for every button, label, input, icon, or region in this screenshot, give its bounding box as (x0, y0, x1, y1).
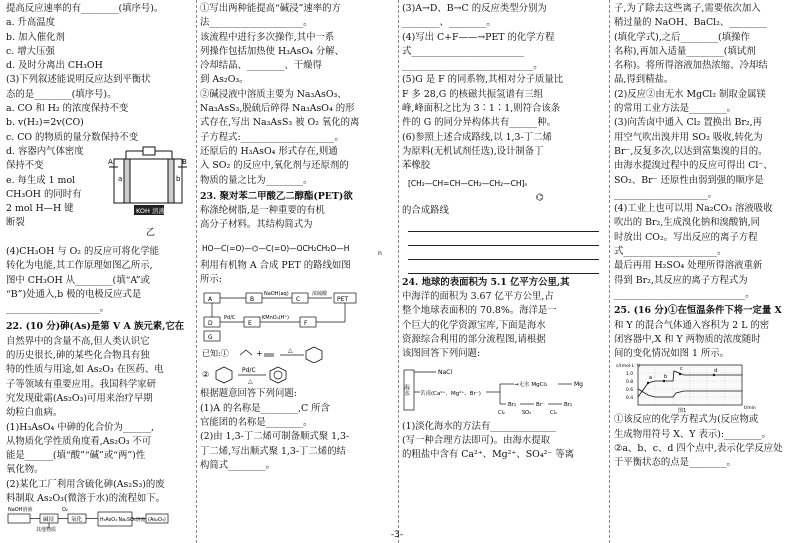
text-line: (1)A 的名称是________,C 所含 (200, 402, 330, 414)
text-line: ①写出两种能提高“碱浸”速率的方 (200, 3, 341, 14)
route-node-a: A (208, 296, 213, 304)
text-line: d. 容器内气体密度 (6, 145, 84, 157)
flow-node-brine: 苦卤(Ca²⁺、Mg²⁺、Br⁻) (420, 390, 481, 397)
text-line: 晶,得到精盐。 (614, 74, 674, 86)
graph-y-tick: 0.4 (626, 396, 634, 402)
text-line: 列操作包括加热使 H₃AsO₄ 分解、 (200, 45, 345, 57)
flow-node-mgcl2: →无水 MgCl₂ (514, 381, 548, 388)
column-divider (196, 0, 197, 543)
route-condition: 浓硫酸 (312, 291, 328, 298)
text-line: 整个地球表面积的 70.8%。海洋是一 (402, 305, 557, 317)
graph-point-d: d (714, 368, 718, 375)
text-line: 还原后的 H₃AsO₄ 形式存在,则通 (200, 145, 338, 157)
route-node-g: G (208, 334, 213, 342)
text-line: 间的变化情况如图 1 所示。 (614, 348, 730, 360)
text-line: ____________________________。 (402, 60, 543, 72)
text-line: 该图回答下列问题: (402, 348, 481, 360)
text-line: 中海洋的面积为 3.67 亿平方公里,占 (402, 291, 554, 303)
column-2 (200, 2, 396, 473)
text-line: 转化为电能,其工作原理如图乙所示, (6, 260, 153, 272)
route-condition: Pd/C (224, 315, 236, 322)
text-line: 子方程式:____________________。 (200, 131, 344, 143)
text-line: 峰,峰面积之比为 3∶1∶1,则符合该条 (402, 103, 561, 115)
text-line: b. v(H₂)=2v(CO) (6, 117, 84, 129)
text-line: 从物质化学性质角度看,As₂O₃ 不可 (6, 435, 152, 447)
text-line: 断裂 (6, 217, 25, 229)
text-line: ________、________。 (402, 17, 496, 29)
text-line: 提高反应速率的有________(填序号)。 (6, 3, 164, 14)
text-line: 式________________________ (402, 45, 524, 57)
route-node-f: F (304, 320, 308, 328)
known-reaction-1 (200, 343, 396, 363)
text-line: 子,为了除去这些离子,需要依次加入 (614, 3, 761, 14)
text-line: 为原料(无机试剂任选),设计制备丁 (402, 145, 544, 157)
graph-y-axis-label: c/(mol·L⁻¹) (616, 364, 641, 370)
graph-x-axis-label: t/min (744, 406, 756, 412)
phenyl-ring: ⌬ (536, 192, 544, 203)
text-line: 稍过量的 NaOH、BaCl₂、________ (614, 17, 767, 29)
text-line: a. 升高温度 (6, 17, 56, 29)
text-line: 的历史很长,砷的某些化合物具有独 (6, 350, 150, 362)
flow-step-label: 氧化 (71, 517, 83, 524)
text-line: 丁二烯,写出顺式聚 1,3-丁二烯的结 (200, 445, 346, 457)
text-line: 保持不变 (6, 160, 44, 172)
text-line: ①该反应的化学方程式为(反应物或 (614, 414, 759, 426)
route-condition: KMnO₄(H⁺) (262, 315, 290, 322)
column-divider (398, 0, 399, 543)
rubber-formula: [CH₂—CH=CH—CH₂—CH₂—CH]ₙ (408, 178, 528, 188)
route-node-pet: PET (337, 296, 349, 304)
inlet-b-label: B (182, 157, 187, 166)
text-line: CH₃OH 的同时有 (6, 188, 82, 200)
reaction-condition: △ (248, 378, 253, 386)
text-line: (写一种合理方法即可)。由海水提取 (402, 434, 550, 446)
fuel-cell-figure (106, 145, 190, 243)
text-line: (1)H₃AsO₄ 中砷的化合价为______, (6, 421, 154, 433)
known-reaction-2 (200, 363, 396, 387)
text-line: ②a、b、c、d 四个点中,表示化学反应处 (614, 443, 783, 455)
text-line: 自然界中的含量不高,但人类认识它 (6, 335, 150, 347)
text-line: (5)G 是 F 的同系物,其相对分子质量比 (402, 74, 564, 86)
reaction-condition: △ (288, 347, 293, 355)
known-label: ② (202, 370, 210, 380)
text-line: 于平衡状态的点是________。 (614, 457, 736, 469)
flow-node-nacl: NaCl (438, 368, 453, 376)
text-line: 件的 G 的同分异构体共有______种。 (402, 117, 557, 129)
text-line: 图中 CH₃OH 从________(填“A”或 (6, 274, 150, 286)
text-line: 的常用工业方法是________。 (614, 103, 736, 115)
route-node-c: C (296, 296, 301, 304)
text-line: 冷却结晶、________、干燥得 (200, 60, 322, 72)
text-line: 官能团的名称是________。 (200, 416, 313, 428)
text-line: 的粗盐中含有 Ca²⁺、Mg²⁺、SO₄²⁻ 等离 (402, 449, 575, 461)
pet-structure-figure (200, 233, 396, 259)
text-line: 氧化物。 (6, 464, 44, 476)
text-line: d. 及时分离出 CH₃OH (6, 60, 103, 72)
text-line: 特的性质与用途,如 As₂O₃ 在医药、电 (6, 364, 164, 376)
flow-node-mg: Mg (574, 380, 583, 388)
answer-lines (402, 218, 605, 276)
koh-label: KOH 溶液 (136, 206, 165, 215)
text-line: 构简式________。 (200, 459, 276, 471)
text-line: 能是______(填“酸”“碱”或“两”)性 (6, 450, 146, 462)
text-line: 最后再用 H₂SO₄ 处理所得溶液重新 (614, 260, 763, 272)
known-label: 已知:① (202, 349, 229, 359)
graph-point-c: c (680, 366, 683, 373)
question-22-title: 22. (10 分)砷(As)是第 V A 族元素,它在 (6, 321, 185, 333)
graph-y-tick: 0.6 (626, 388, 634, 394)
route-condition: NaOH(aq) (264, 291, 289, 298)
text-line: c. CO 的物质的量分数保持不变 (6, 131, 139, 143)
graph-y-tick: 1.0 (626, 372, 634, 378)
question-23-title: 23. 聚对苯二甲酸乙二醇酯(PET)欲 (200, 190, 353, 202)
flow-reagent: Cl₂ (498, 409, 505, 416)
flow-waste-label: 其他物质 (36, 527, 57, 533)
text-line: (6)参照上述合成路线,以 1,3-丁二烯 (402, 131, 552, 143)
flow-node-seawater: 海水 (402, 383, 410, 396)
flow-reagent: SO₂ (522, 409, 532, 416)
column-1 (6, 2, 190, 532)
text-line: Na₃AsS₃,脱硫后碎得 Na₃AsO₄ 的形 (200, 103, 355, 115)
flow-reagent: Cl₂ (550, 409, 557, 416)
option-d-with-figure (6, 145, 190, 245)
text-line: 到 As₂O₃。 (200, 74, 249, 86)
text-line: 入 SO₂ 的反应中,氧化剂与还原剂的 (200, 160, 349, 172)
flow-reagent-label: NaOH溶液 (8, 507, 33, 514)
text-line: 式存在,写出 Na₃AsS₃ 被 O₂ 氧化的离 (200, 117, 360, 129)
flow-step-label: H₃AsO₄ Na₂SO₄溶液 (100, 518, 146, 524)
text-line: 时放出 CO₂。写出反应的离子方程 (614, 231, 758, 243)
figure-caption: 乙 (146, 227, 156, 238)
text-line: (填化学式),之后________(填操作 (614, 31, 750, 43)
text-line: 闭容器中,X 和 Y 两物质的浓度随时 (614, 333, 761, 345)
graph-point-b: b (664, 374, 668, 381)
text-line: SO₂、Br⁻ 还原性由弱到强的顺序是 (614, 174, 764, 186)
text-line: 态的是________(填序号)。 (6, 88, 117, 100)
text-line: 料制取 As₂O₃(微溶于水)的流程如下。 (6, 493, 165, 505)
flow-node-br2-final: Br₂ (564, 401, 573, 408)
flow-step-label: 碱浸 (43, 517, 55, 524)
pet-formula: HO—C(=O)—⌬—C(=O)—OCH₂CH₂O—H (202, 243, 350, 253)
text-line: 所示: (200, 274, 222, 286)
electrode-b-label: b (176, 174, 181, 183)
column-4 (614, 2, 792, 471)
route-node-d: D (208, 320, 213, 328)
text-line: 究发现砒霜(As₂O₃)可用来治疗早期 (6, 392, 153, 404)
text-line: 和 Y 的混合气体通入容积为 2 L 的密 (614, 319, 770, 331)
text-line: 资源综合利用的部分流程图,请根据 (402, 334, 546, 346)
rubber-structure-figure (402, 174, 605, 204)
text-line: 吹出的 Br₂,生成溴化钠和溴酸钠,同 (614, 217, 760, 229)
text-line: Br⁻,反复多次,以达到富集溴的目的。 (614, 145, 768, 157)
text-line: ____________________。 (6, 303, 110, 315)
text-line: 法____________________。 (200, 17, 313, 29)
flow-reagent-label: O₂ (62, 507, 68, 514)
text-line: 利用有机物 A 合成 PET 的路线如图 (200, 259, 351, 271)
text-line: 子等领域有重要应用。我国科学家研 (6, 378, 157, 390)
text-line: (2)由 1,3-丁二烯可制备顺式聚 1,3- (200, 431, 350, 443)
flow-product-label: (As₂O₃) (148, 517, 166, 524)
text-line: 高分子材料。其结构简式为 (200, 219, 313, 231)
text-line: (3)A→D、B→C 的反应类型分别为 (402, 3, 547, 14)
text-line: 幼粒白血病。 (6, 407, 63, 419)
text-line: 名称),再加入适量________(填试剂 (614, 45, 756, 57)
text-line: 该流程中进行多次操作,其中一系 (200, 31, 335, 43)
concentration-graph (614, 361, 792, 413)
text-line: (2)反应②由无水 MgCl₂ 制取金属镁 (614, 88, 766, 100)
inlet-a-label: A (108, 157, 113, 166)
text-line: (3)下列叙述能说明反应达到平衡状 (6, 74, 151, 86)
graph-point-a: a (649, 375, 653, 382)
text-line: 物质的量之比为________。 (200, 174, 313, 186)
text-line: 的合成路线 (402, 204, 449, 216)
flow-node-br2: Br₂ (508, 401, 517, 408)
text-line: 苯橡胶 (402, 160, 431, 172)
text-line: ____________________。 (614, 188, 718, 200)
text-line: 称涤纶树脂,是一种重要的有机 (200, 205, 325, 217)
text-line: F 多 28,G 的核磁共振氢谱有三组 (402, 88, 543, 100)
column-divider (609, 0, 610, 543)
graph-caption: 图1 (678, 408, 687, 414)
pet-subscript: n (378, 249, 382, 257)
text-line: ____________________________。 (614, 288, 755, 300)
text-line: (4)工业上也可以用 Na₂CO₃ 溶液吸收 (614, 203, 773, 215)
text-line: 个巨大的化学资源宝库,下面是海水 (402, 319, 546, 331)
text-line: (1)淡化海水的方法有______________ (402, 420, 556, 432)
text-line: 2 mol H—H 键 (6, 203, 74, 215)
flow-node-br-ion: Br⁻ (536, 401, 545, 408)
reaction-condition: Pd/C (242, 367, 256, 375)
text-line: 式____________________。 (614, 246, 727, 258)
text-line: (4)写出 C+F——→PET 的化学方程 (402, 31, 555, 43)
text-line: (4)CH₃OH 与 O₂ 的反应可将化学能 (6, 245, 160, 257)
text-line: b. 加入催化剂 (6, 31, 65, 43)
route-node-b: B (250, 296, 255, 304)
text-line: e. 每生成 1 mol (6, 174, 76, 186)
text-line: 得到 Br₂,其反应的离子方程式为 (614, 274, 748, 286)
seawater-process-flow (402, 362, 605, 420)
text-line: a. CO 和 H₂ 的浓度保持不变 (6, 103, 129, 115)
text-line: (2)某化工厂利用含硫化砷(As₂S₃)的废 (6, 478, 165, 490)
text-line: 生成物用符号 X、Y 表示):________。 (614, 428, 771, 440)
pet-synthesis-route (200, 287, 396, 343)
text-line: ②碱浸液中溶质主要为 Na₃AsO₃、 (200, 88, 347, 100)
text-line: (3)向苦卤中通入 Cl₂ 置换出 Br₂,再 (614, 117, 763, 129)
electrode-a-label: a (118, 174, 123, 183)
svg-text:+: + (256, 349, 263, 359)
question-24-title: 24. 地球的表面积为 5.1 亿平方公里,其 (402, 276, 570, 288)
text-line: c. 增大压强 (6, 45, 55, 57)
page-number: -3- (390, 530, 404, 540)
text-line: 根据题意回答下列问题: (200, 388, 297, 400)
graph-y-tick: 0.8 (626, 380, 634, 386)
text-line: 名称)。将所得溶液加热浓缩、冷却结 (614, 60, 768, 72)
text-line: 用空气吹出溴并用 SO₂ 吸收,转化为 (614, 131, 763, 143)
column-3 (402, 2, 605, 463)
text-line: “B”)处通入,b 极的电极反应式是 (6, 288, 142, 300)
text-line: 由海水提溴过程中的反应可得出 Cl⁻、 (614, 160, 773, 172)
route-node-e: E (248, 320, 252, 328)
question-25-title: 25. (16 分)①在恒温条件下将一定量 X (614, 305, 782, 317)
arsenic-process-flow (6, 506, 190, 532)
